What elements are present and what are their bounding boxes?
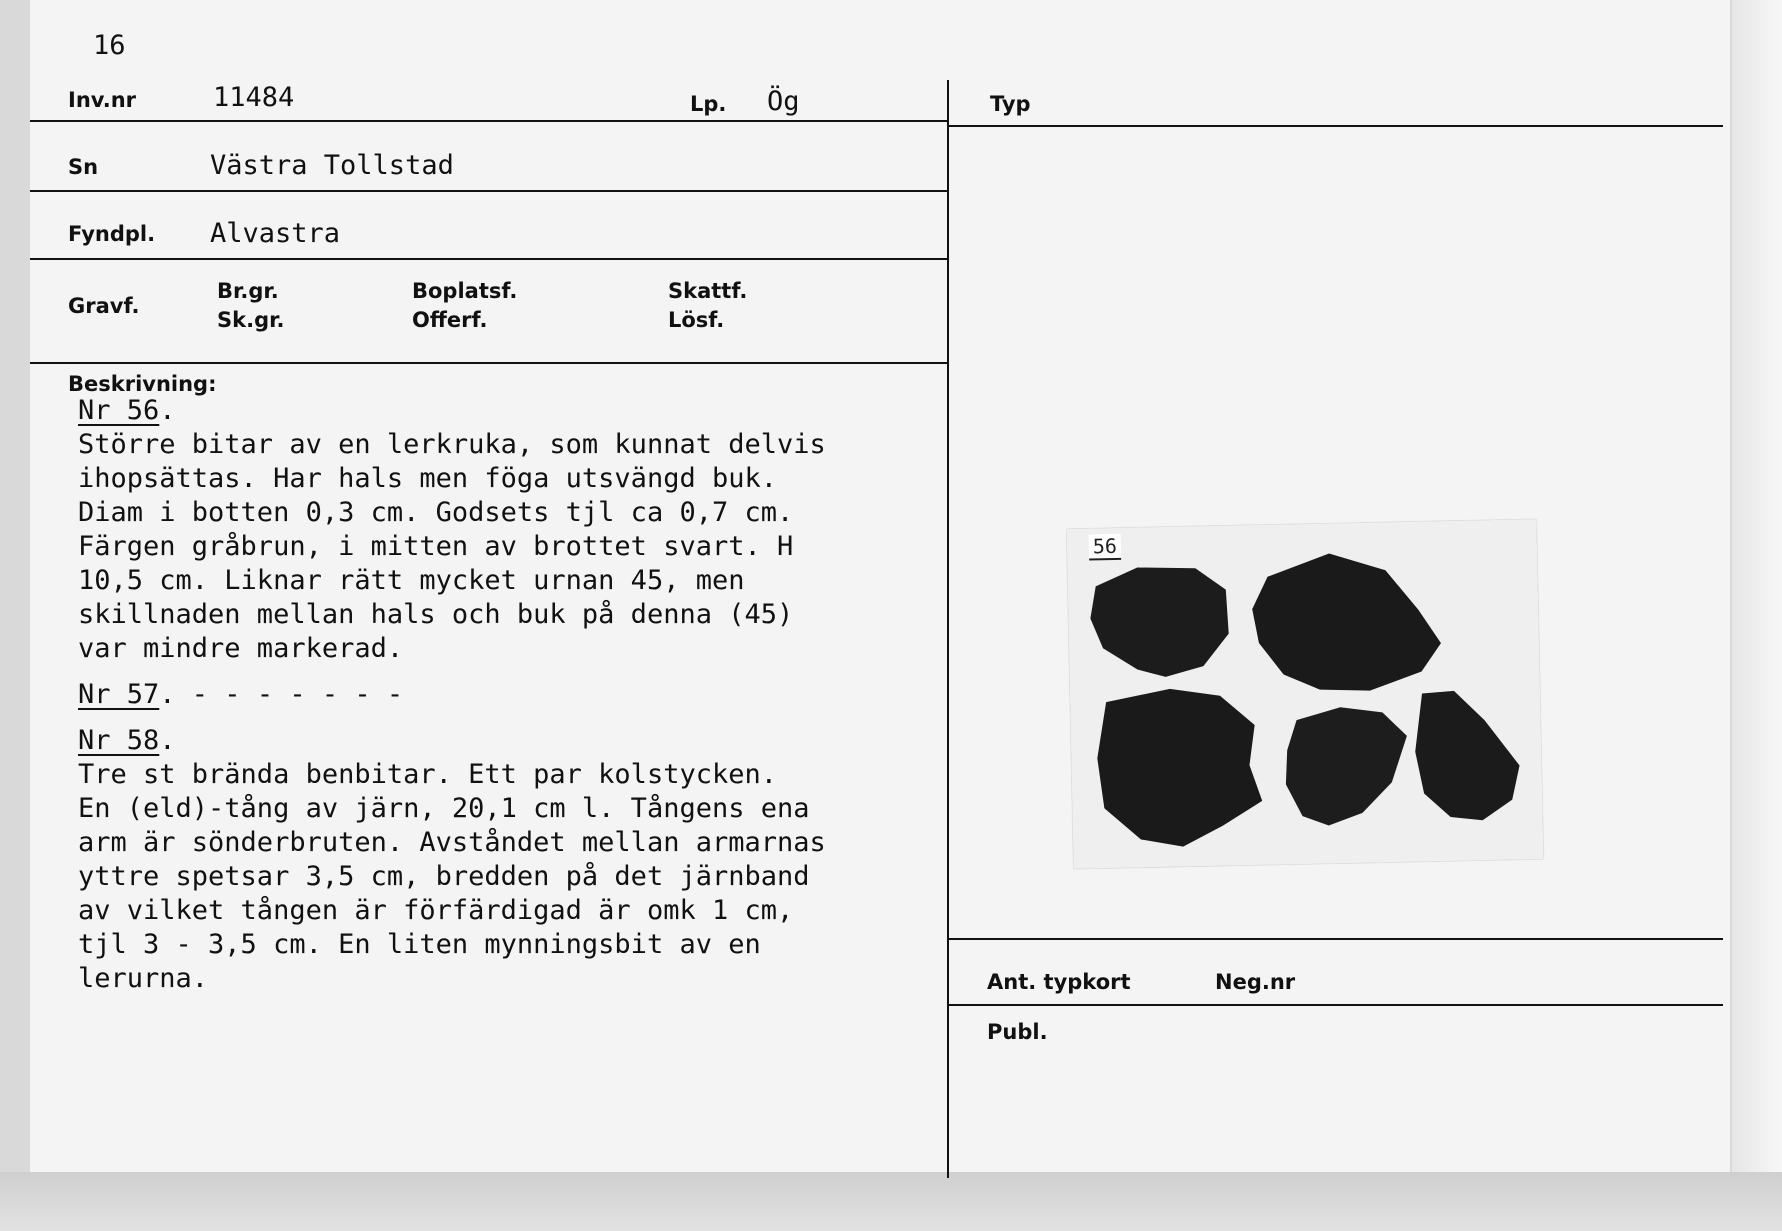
ant-typkort-label: Ant. typkort [987,970,1131,994]
description-line: 10,5 cm. Liknar rätt mycket urnan 45, men [78,565,745,596]
invnr-value: 11484 [213,82,295,113]
lp-value: Ög [767,86,800,117]
page-number-text: 16 [93,30,126,61]
description-line: Tre st brända benbitar. Ett par kolstycken. [78,759,777,790]
rule-fyndpl [30,258,948,260]
description-line: Större bitar av en lerkruka, som kunnat delvis [78,429,826,460]
nr56-heading: Nr 56 [78,395,160,426]
scan-edge-bottom [0,1172,1782,1231]
nr56-heading-line: Nr 56. [78,395,176,426]
typ-label: Typ [990,92,1031,116]
offerf-label: Offerf. [412,308,488,332]
rule-sn [30,190,948,192]
beskrivning-label: Beskrivning: [68,372,217,396]
negnr-label: Neg.nr [1215,970,1296,994]
nr58-heading: Nr 58 [78,725,160,756]
description-line: ihopsättas. Har hals men föga utsvängd buk. [78,463,777,494]
description-line: var mindre markerad. [78,633,404,664]
skattf-label: Skattf. [668,279,748,303]
sn-label: Sn [68,155,99,179]
description-line: tjl 3 - 3,5 cm. En liten mynningsbit av en [78,929,761,960]
column-divider [947,80,949,1178]
invnr-label: Inv.nr [68,88,137,112]
nr57-rest: . - - - - - - - [159,679,404,710]
publ-label: Publ. [987,1020,1048,1044]
sherds-image [1066,519,1543,869]
sherd [1251,551,1442,693]
nr57-heading: Nr 57 [78,679,160,710]
description-line: lerurna. [78,963,209,994]
description-line: Diam i botten 0,3 cm. Godsets tjl ca 0,7 cm. [78,497,794,528]
nr58-heading-line: Nr 58. [78,725,176,756]
fyndpl-value: Alvastra [210,218,341,249]
nr57-line [78,678,826,712]
rule-ant-typkort-top [948,938,1723,940]
description-line: yttre spetsar 3,5 cm, bredden på det järnband [78,861,810,892]
rule-gravf [30,362,948,364]
description-line: En (eld)-tång av järn, 20,1 cm l. Tångens ena [78,793,810,824]
rule-invnr [30,120,948,122]
rule-ant-typkort-bottom [948,1004,1723,1006]
sherd [1096,687,1263,848]
description-block [78,390,826,996]
sherds-photo [1066,519,1543,869]
lp-label: Lp. [690,92,727,116]
description-line: av vilket tången är förfärdigad är omk 1 cm, [78,895,794,926]
description-line: Färgen gråbrun, i mitten av brottet svart. H [78,531,794,562]
scan-edge-right [1732,0,1782,1231]
sherd [1284,706,1408,827]
photo-tag: 56 [1089,534,1122,561]
brgr-label: Br.gr. [217,279,279,303]
fyndpl-label: Fyndpl. [68,222,156,246]
losf-label: Lösf. [668,308,725,332]
boplatsf-label: Boplatsf. [412,279,518,303]
sn-value: Västra Tollstad [210,150,454,181]
sherd [1414,690,1521,822]
rule-typ [948,125,1723,127]
gravf-label: Gravf. [68,294,140,318]
description-line: arm är sönderbruten. Avståndet mellan armarnas [78,827,826,858]
skgr-label: Sk.gr. [217,308,285,332]
sherd [1089,566,1229,679]
description-line: skillnaden mellan hals och buk på denna (45) [78,599,794,630]
